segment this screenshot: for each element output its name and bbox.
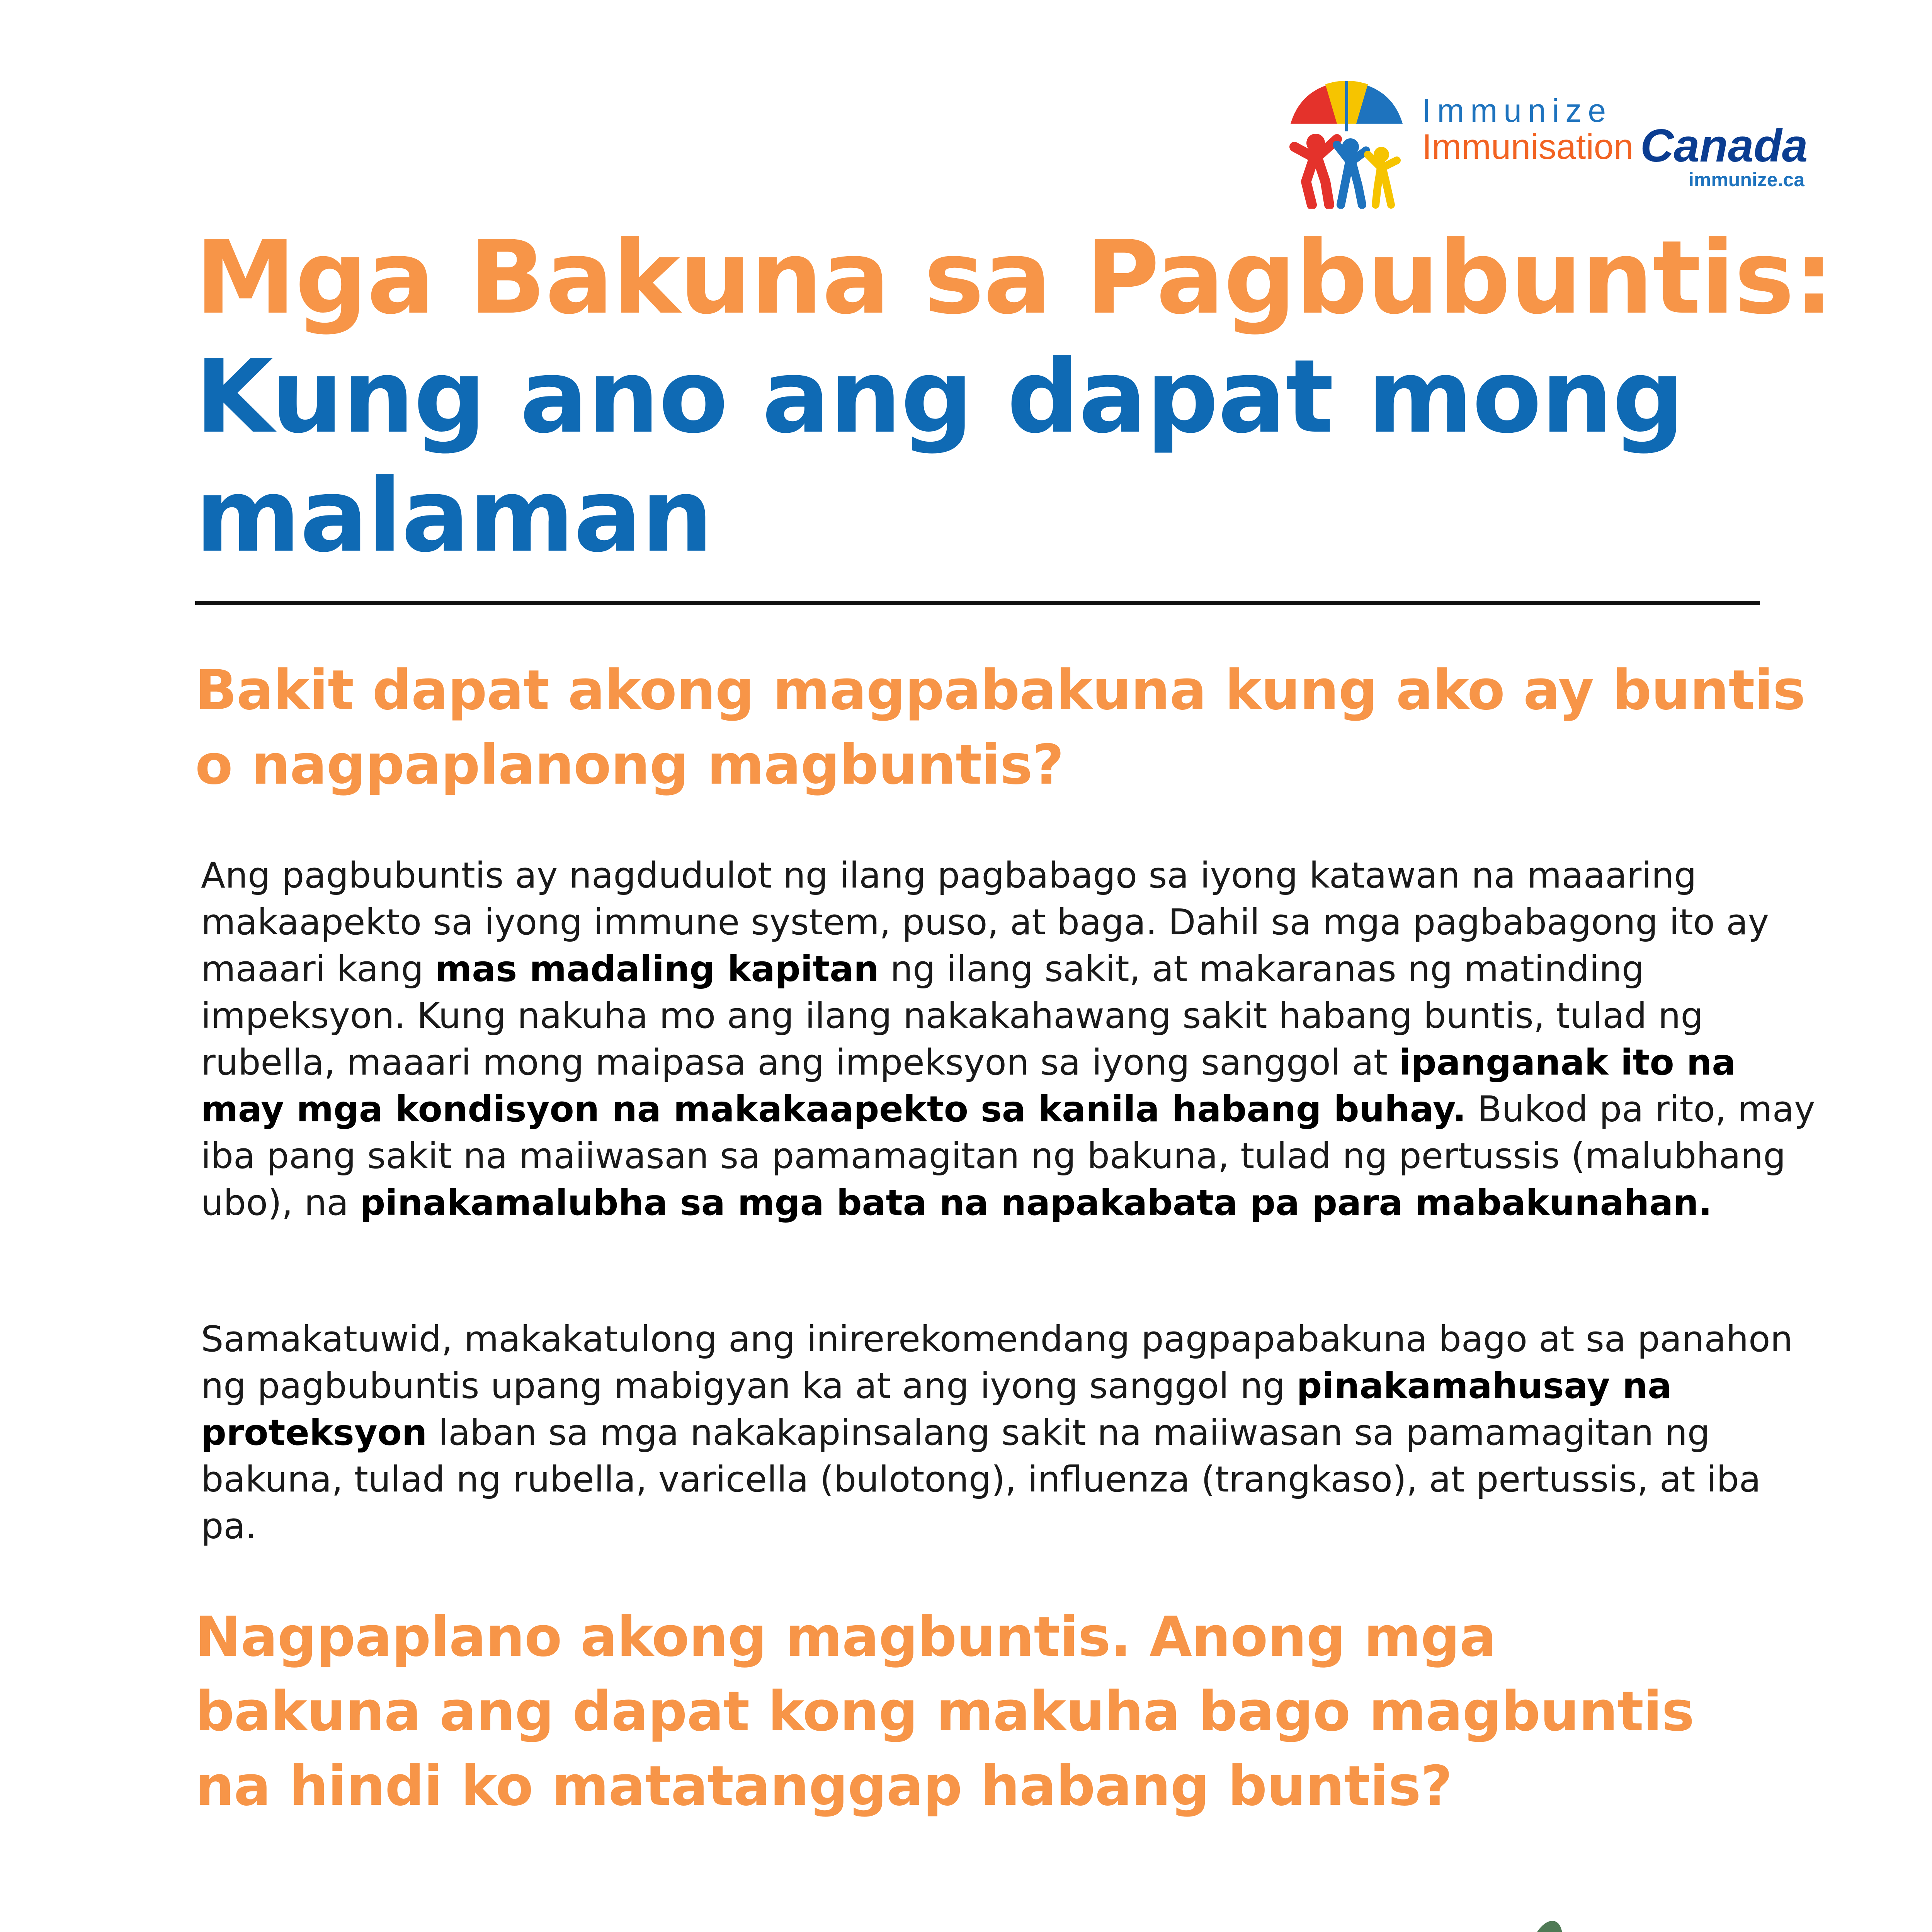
bold-text-run: pinakamahusay na proteksyon (201, 1365, 1672, 1453)
page-title (195, 218, 1857, 575)
title-orange-part: Mga Bakuna sa Pagbubuntis: (195, 219, 1833, 337)
logo-text-immunize: Immunize (1422, 92, 1612, 129)
title-blue-part: Kung ano ang dapat mong malaman (195, 338, 1684, 575)
bold-text-run: mas madaling kapitan (435, 948, 879, 990)
text-run: Bukod pa rito, may iba pang sakit na maiiwasan sa pamamagitan ng bakuna, tulad ng pertussis (malubhang ubo), na (201, 1088, 1815, 1223)
bedroom-couple-illustration (1213, 1917, 1801, 1932)
logo-text-immunisation: Immunisation (1422, 127, 1634, 167)
text-run: ng ilang sakit, at makaranas ng matinding impeksyon. Kung nakuha mo ang ilang nakakahawang sakit habang buntis, tulad ng rubella, maaari mong maipasa ang impeksyon sa iyong sanggol at (201, 948, 1703, 1083)
logo-text-canada: Canada (1640, 120, 1808, 172)
bold-text-run: pinakamalubha sa mga bata na napakabata pa para mabakunahan. (360, 1182, 1712, 1223)
bold-text-run: ipanganak ito na may mga kondisyon na makakaapekto sa kanila habang buhay. (201, 1042, 1736, 1130)
umbrella-family-icon (1279, 77, 1414, 209)
text-run: Samakatuwid, makakatulong ang inirerekomendang pagpapabakuna bago at sa panahon ng pagbubuntis upang mabigyan ka at ang iyong sanggol ng (201, 1318, 1793, 1406)
immunize-canada-logo (1279, 77, 1808, 209)
section-heading-planning-pregnancy: Nagpaplano akong magbuntis. Anong mga bakuna ang dapat kong makuha bago magbuntis na hindi ko matatanggap habang buntis? (195, 1605, 1694, 1818)
paragraph-pregnancy-changes (201, 852, 1824, 1226)
text-run: Ang pagbubuntis ay nagdudulot ng ilang pagbabago sa iyong katawan na maaaring makaapekto sa iyong immune system, puso, at baga. Dahil sa mga pagbabagong ito ay maaari kang (201, 855, 1769, 990)
section-heading-why-vaccinate: Bakit dapat akong magpabakuna kung ako ay buntis o nagpaplanong magbuntis? (195, 658, 1805, 797)
text-run: laban sa mga nakakapinsalang sakit na maiiwasan sa pamamagitan ng bakuna, tulad ng rubella, varicella (bulotong), influenza (trangkaso), at pertussis, at iba pa. (201, 1412, 1761, 1547)
logo-text-url: immunize.ca (1689, 169, 1805, 190)
paragraph-recommended-vaccination (201, 1316, 1804, 1549)
title-divider (195, 601, 1760, 605)
